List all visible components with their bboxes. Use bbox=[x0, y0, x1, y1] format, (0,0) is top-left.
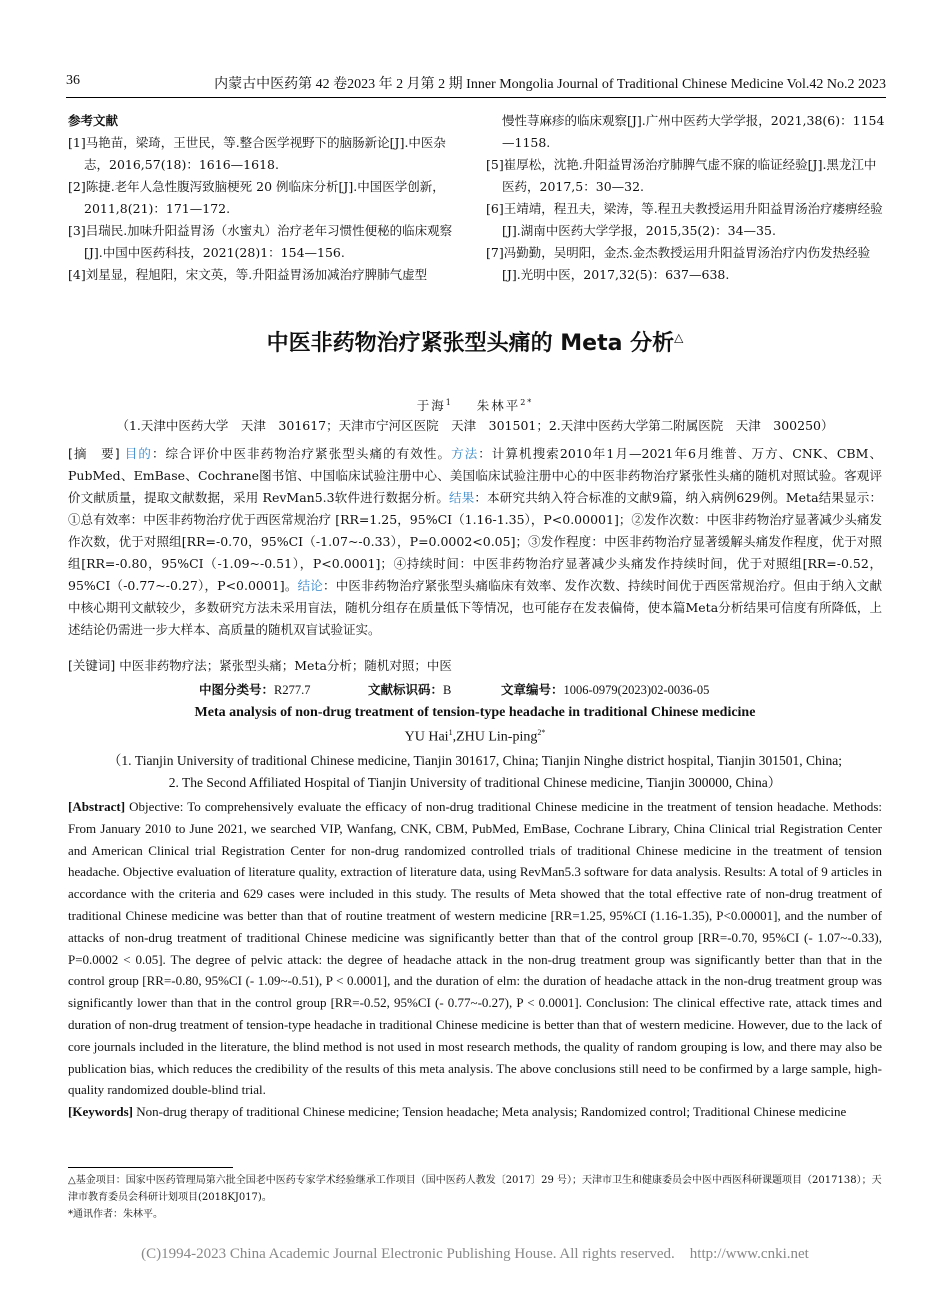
objective-text: ：综合评价中医非药物治疗紧张型头痛的有效性。 bbox=[151, 446, 452, 461]
author-sup: 1 bbox=[445, 397, 453, 407]
conclusion-label: 结论 bbox=[297, 578, 324, 593]
doc-code-label: 文献标识码： bbox=[368, 682, 444, 697]
english-authors bbox=[0, 728, 950, 746]
conclusion-text: ：中医非药物治疗紧张型头痛临床有效率、发作次数、持续时间优于西医常规治疗。但由于纳入文献中核心期刊文献较少，多数研究方法未采用盲法，随机分组存在质量低下等情况，也可能存在发表偏倚，使本篇Meta分析结果可信度有所降低，上述结论仍需进一步大样本、高质量的随机双盲试验证实。 bbox=[68, 578, 882, 637]
reference-item-continued: 慢性荨麻疹的临床观察[J].广州中医药大学学报，2021,38(6)：1154—1158. bbox=[502, 113, 885, 150]
author-sup: 2* bbox=[520, 397, 534, 407]
objective-label: 目的 bbox=[124, 446, 152, 461]
results-label: 结果 bbox=[449, 490, 475, 505]
author-name: 朱林平 bbox=[476, 398, 521, 413]
journal-title: 内蒙古中医药第 42 卷2023 年 2 月第 2 期 Inner Mongolia Journal of Traditional Chinese Medicine Vol.42 No.2 2023 bbox=[214, 77, 886, 92]
english-title: Meta analysis of non-drug treatment of tension-type headache in traditional Chinese medicine bbox=[194, 705, 756, 720]
english-abstract-label: [Abstract] bbox=[68, 799, 126, 814]
chinese-abstract bbox=[68, 443, 882, 641]
english-keywords-text: Non-drug therapy of traditional Chinese medicine; Tension headache; Meta analysis; Randomized control; Traditional Chinese medicine bbox=[133, 1104, 847, 1120]
english-author: ,ZHU Lin-ping bbox=[452, 729, 538, 745]
footnote-rule bbox=[68, 1167, 233, 1168]
article-number-label: 文章编号： bbox=[501, 682, 564, 697]
english-author: YU Hai bbox=[404, 729, 449, 745]
english-keywords-label: [Keywords] bbox=[68, 1104, 133, 1120]
english-affiliation-line: 2. The Second Affiliated Hospital of Tianjin University of traditional Chinese medicine, Tianjin 300000, China） bbox=[168, 775, 782, 790]
author-name: 于海 bbox=[416, 398, 446, 413]
references-title: 参考文献 bbox=[68, 113, 119, 128]
english-abstract-text: Objective: To comprehensively evaluate the efficacy of non-drug traditional Chinese medicine in the treatment of tension headache. Methods: From January 2010 to June 2021, we searched VIP, Wanfang, CNK, CBM, PubMed, EmBase, Cochrane Library, China Clinical trial Registration Center and American Clinical trial Registration Center for non-drug randomized controlled trials of traditional Chinese medicine in the treatment of tension headache. Objective evaluation of literature quality, extraction of literature data, using RevMan5.3 software for data analysis. Results: A total of 9 articles in accordance with the criteria and 629 cases were included in this study. The results of Meta showed that the total effective rate of non-drug treatment of traditional Chinese medicine was better than that of routine treatment of western medicine [RR=1.25, 95%CI (1.16-1.35), P<0.00001], and the number of attacks of non-drug treatment of traditional Chinese medicine was significantly better than that of the control group [RR=-0.70, 95%CI (- 1.07~-0.33), P=0.0002 < 0.05]. The degree of pelvic attack: the degree of headache attack in the non-drug treatment group was significantly better than that in the control group [RR=-0.80, 95%CI (- 1.09~-0.51), P < 0.0001], and the duration of elm: the duration of headache attack in the non-drug treatment group was significantly lower than that in the control group [RR=-0.52, 95%CI (- 0.77~-0.27), P < 0.0001]. Conclusion: The clinical effective rate, attack times and duration of non-drug treatment of tension-type headache in traditional Chinese medicine is better than that of western medicine. However, due to the lack of core journals included in the literature, the blind method is not used in most research methods, the quality of random grouping is low, and there may also be publication bias, which reduces the credibility of the results of this meta analysis. The above conclusions still need to be confirmed by a large sample, high-quality randomized double-blind trial. bbox=[68, 799, 882, 1098]
corresponding-author-footnote: *通讯作者：朱林平。 bbox=[68, 1209, 163, 1220]
reference-item: [5]崔厚松，沈艳.升阳益胃汤治疗肺脾气虚不寐的临证经验[J].黑龙江中医药，2017,5：30—32. bbox=[486, 157, 877, 194]
methods-text: ：计算机搜索2010年1月—2021年6月维普、万方、CNK、CBM、PubMed、EmBase、Cochrane图书馆、中国临床试验注册中心、美国临床试验注册中心的中医非药物治疗紧张性头痛的随机对照试验。客观评价文献质量，提取文献数据，采用 RevMan5.3软件进行数据分析。 bbox=[68, 446, 882, 505]
reference-item: [7]冯勤勤，吴明阳，金杰.金杰教授运用升阳益胃汤治疗内伤发热经验[J].光明中医，2017,32(5)：637—638. bbox=[486, 245, 871, 282]
results-text: ：本研究共纳入符合标准的文献9篇，纳入病例629例。Meta结果显示：①总有效率：中医非药物治疗优于西医常规治疗 [RR=1.25，95%CI（1.16-1.35），P<0.00001]；②发作次数：中医非药物治疗显著减少头痛发作次数，优于对照组[RR=-0.70，95%CI（-1.07~-0.33），P=0.0002<0.05]；③发作程度：中医非药物治疗显著缓解头痛发作程度，优于对照组[RR=-0.80，95%CI（-1.09~-0.51），P<0.0001]；④持续时间：中医非药物治疗显著减少头痛发作持续时间，优于对照组[RR=-0.52，95%CI（-0.77~-0.27），P<0.0001]。 bbox=[68, 490, 882, 593]
header-rule bbox=[66, 97, 886, 98]
running-header bbox=[66, 73, 886, 93]
methods-label: 方法 bbox=[451, 446, 479, 461]
chinese-keywords bbox=[68, 655, 882, 677]
abstract-label: [摘 要] bbox=[68, 446, 120, 461]
keywords-label: [关键词] bbox=[68, 658, 116, 673]
reference-item: [1]马艳苗，梁琦，王世民，等.整合医学视野下的脑肠新论[J].中医杂志，2016,57(18)：1616—1618. bbox=[68, 135, 446, 172]
english-author-sup: 1 bbox=[448, 728, 453, 737]
keywords-text: 中医非药物疗法；紧张型头痛；Meta分析；随机对照；中医 bbox=[119, 658, 452, 673]
reference-item: [6]王靖靖，程丑夫，梁涛，等.程丑夫教授运用升阳益胃汤治疗痿痹经验[J].湖南中医药大学学报，2015,35(2)：34—35. bbox=[486, 201, 883, 238]
copyright-footer: (C)1994-2023 China Academic Journal Electronic Publishing House. All rights reserved. http://www.cnki.net bbox=[141, 1246, 809, 1262]
english-affiliation bbox=[0, 750, 950, 794]
fund-footnote: △基金项目：国家中医药管理局第六批全国老中医药专家学术经验继承工作项目（国中医药人教发〔2017〕29 号）；天津市卫生和健康委员会中医中西医科研课题项目（2017138）；天津市教育委员会科研计划项目(2018KJ017)。 bbox=[68, 1175, 882, 1203]
article-title bbox=[0, 326, 950, 357]
footnotes bbox=[68, 1172, 884, 1223]
article-number-field bbox=[501, 680, 709, 698]
clc-label: 中图分类号： bbox=[199, 682, 275, 697]
clc-value: R277.7 bbox=[274, 683, 311, 697]
references-right-column bbox=[486, 110, 888, 286]
english-author-sup: 2* bbox=[537, 728, 546, 737]
author-line bbox=[0, 396, 950, 414]
english-affiliation-line: （1. Tianjin University of traditional Chinese medicine, Tianjin 301617, China; Tianjin Ninghe district hospital, Tianjin 301501, China; bbox=[107, 753, 843, 768]
page-number: 36 bbox=[66, 73, 80, 88]
reference-item: [4]刘星显，程旭阳，宋文英，等.升阳益胃汤加减治疗脾肺气虚型 bbox=[68, 267, 428, 282]
reference-item: [2]陈捷.老年人急性腹泻致脑梗死 20 例临床分析[J].中国医学创新，2011,8(21)：171—172. bbox=[68, 179, 445, 216]
affiliation: （1.天津中医药大学 天津 301617；天津市宁河区医院 天津 301501；2.天津中医药大学第二附属医院 天津 300250） bbox=[116, 418, 834, 433]
references-left-column bbox=[68, 110, 470, 286]
reference-item: [3]吕瑞民.加味升阳益胃汤（水蜜丸）治疗老年习惯性便秘的临床观察[J].中国中医药科技，2021(28)1：154—156. bbox=[68, 223, 453, 260]
article-number-value: 1006-0979(2023)02-0036-05 bbox=[563, 683, 710, 697]
clc-field bbox=[199, 680, 310, 698]
english-abstract bbox=[68, 796, 882, 1123]
doc-code-value: B bbox=[443, 683, 452, 697]
fund-mark: △ bbox=[674, 330, 684, 345]
doc-code-field bbox=[368, 680, 451, 698]
article-title-text: 中医非药物治疗紧张型头痛的 Meta 分析 bbox=[266, 331, 675, 356]
